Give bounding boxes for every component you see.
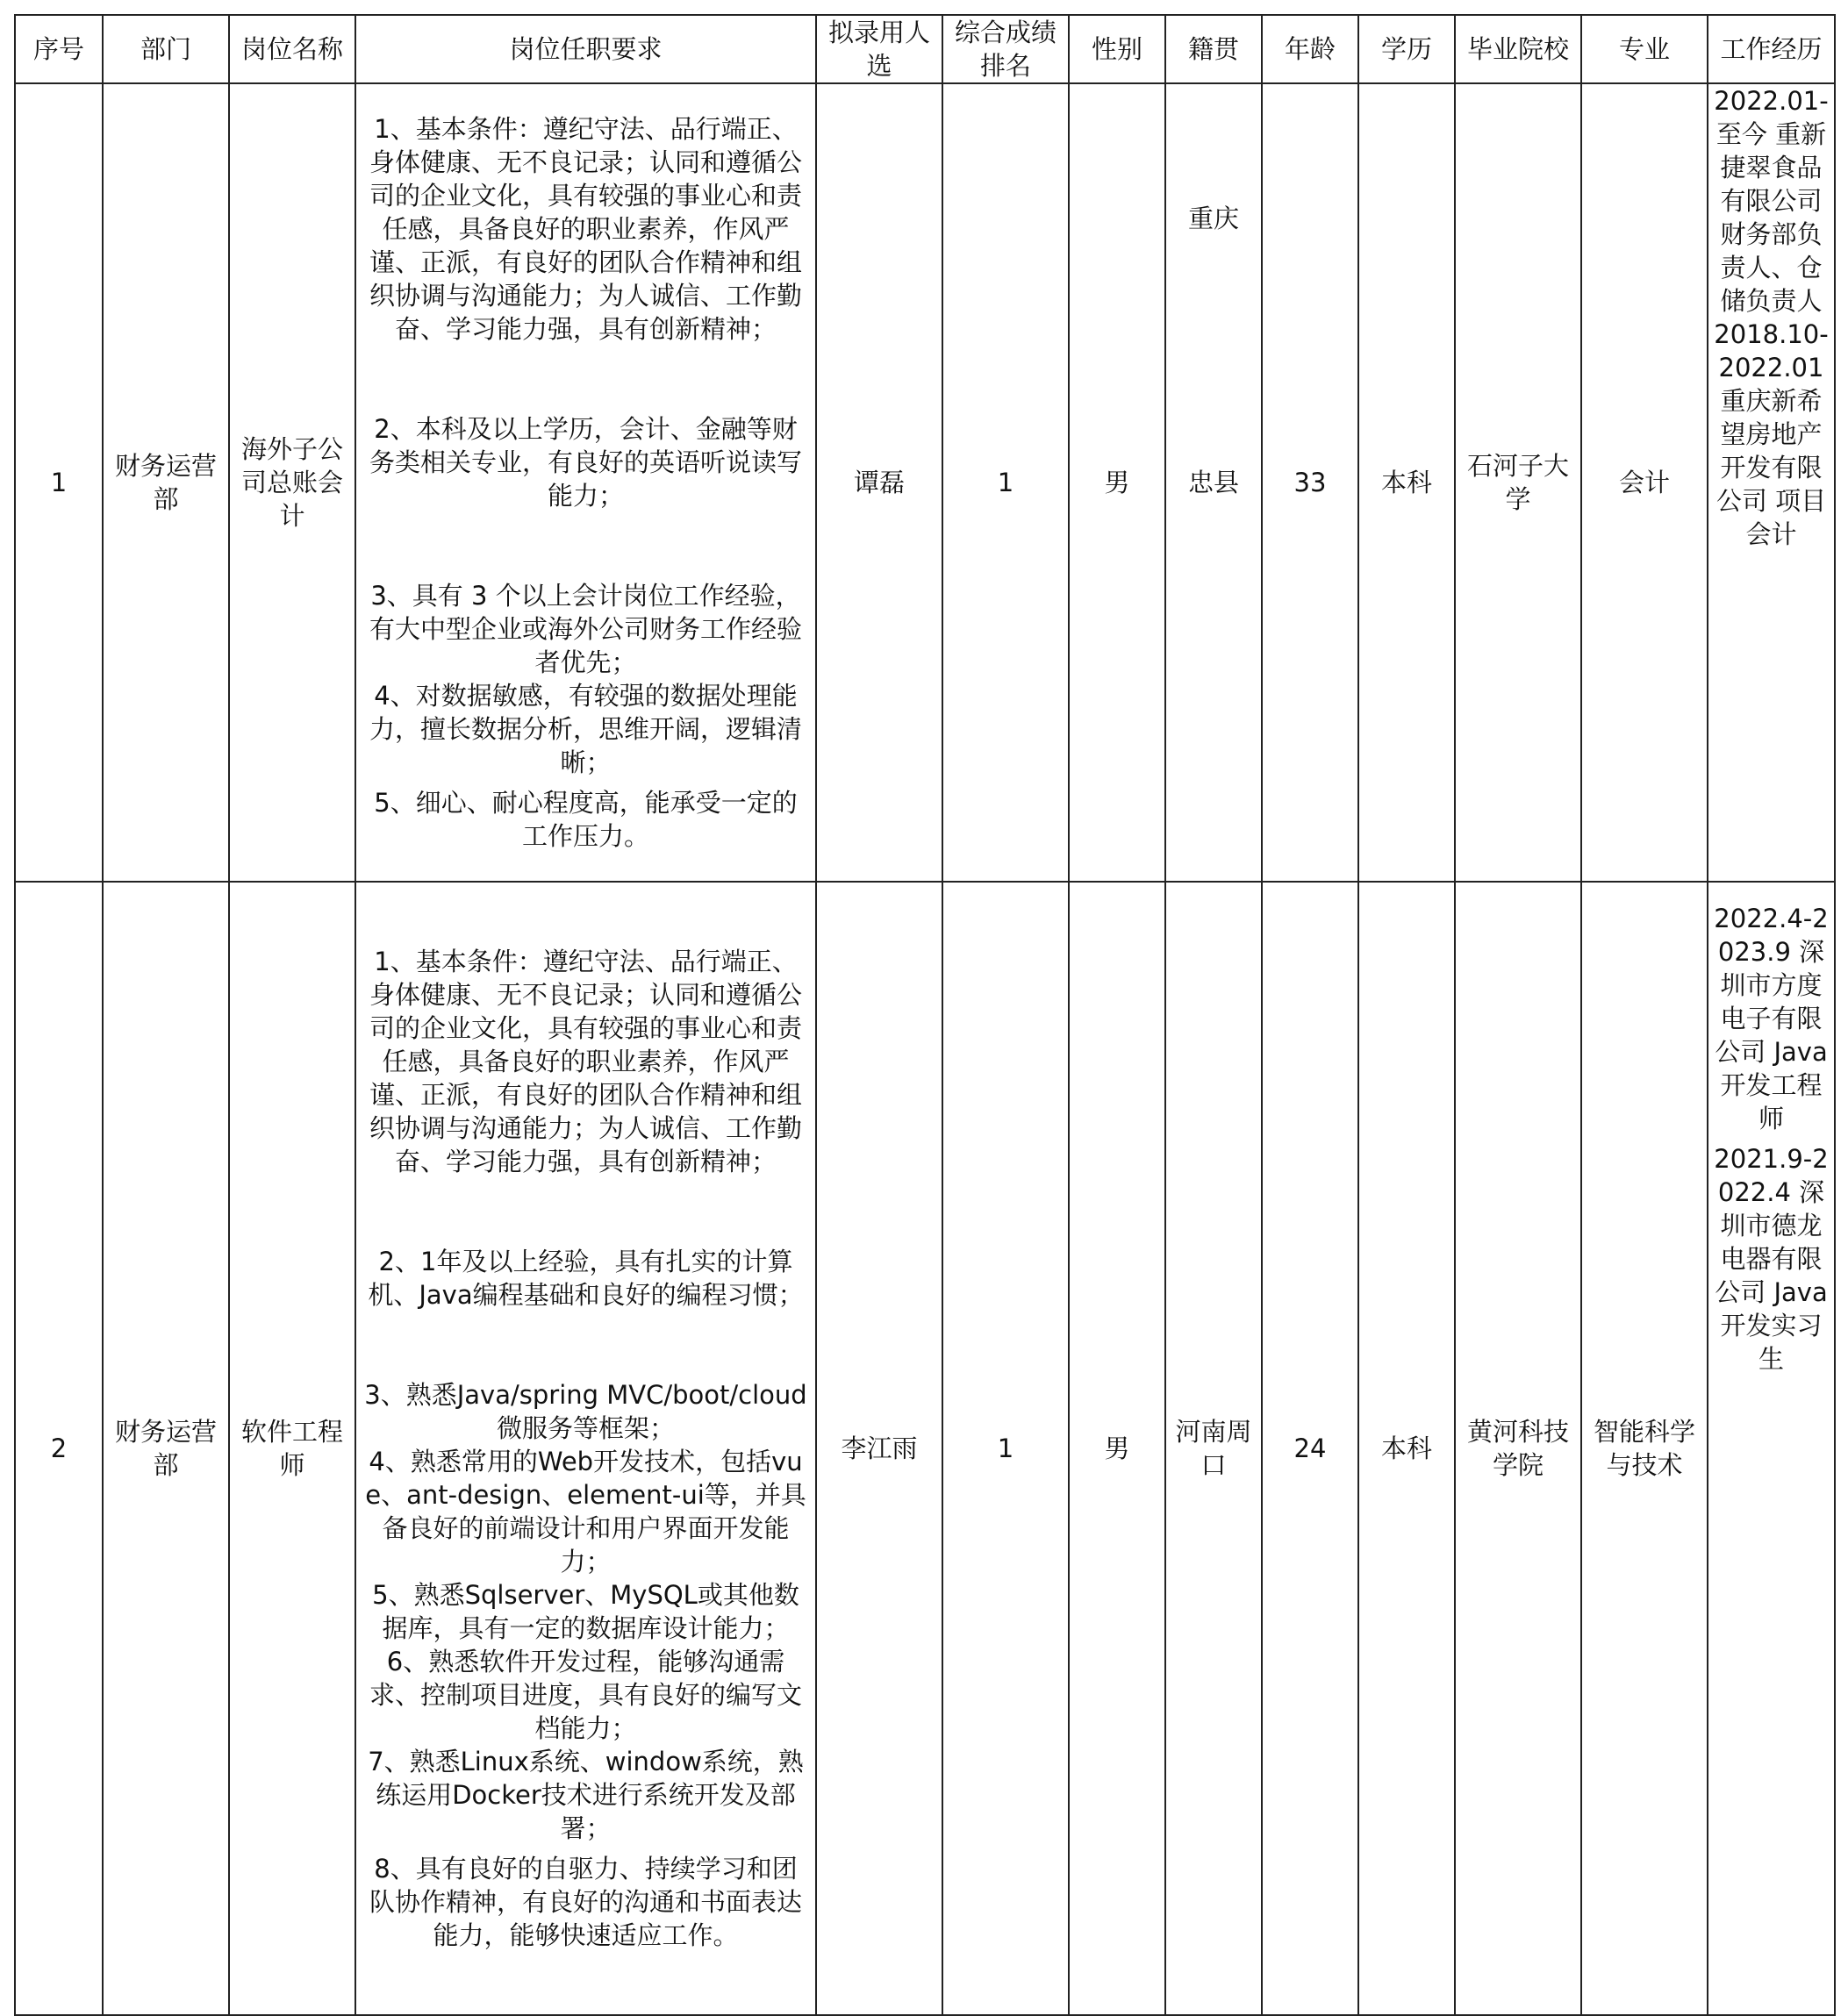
cell-dept: 财务运营部	[103, 83, 229, 882]
cell-work	[1708, 882, 1835, 2015]
cell-school: 黄河科技学院	[1455, 882, 1581, 2015]
work-item: 2021.9-2022.4 深圳市德龙电器有限公司 Java开发实习生	[1714, 1144, 1829, 1374]
cell-major: 智能科学与技术	[1581, 882, 1708, 2015]
cell-age: 33	[1262, 83, 1358, 882]
cell-dept: 财务运营部	[103, 882, 229, 2015]
header-education: 学历	[1358, 15, 1455, 83]
requirement-item: 3、熟悉Java/spring MVC/boot/cloud微服务等框架；	[364, 1380, 807, 1443]
native-county: 忠县	[1187, 468, 1239, 497]
cell-work	[1708, 83, 1835, 882]
requirement-item: 5、细心、耐心程度高，能承受一定的工作压力。	[374, 788, 798, 851]
cell-rank: 1	[942, 882, 1069, 2015]
header-position: 岗位名称	[229, 15, 355, 83]
cell-rank: 1	[942, 83, 1069, 882]
requirement-item: 7、熟悉Linux系统、window系统，熟练运用Docker技术进行系统开发及部署；	[368, 1747, 804, 1843]
work-item: 2022.01-至今 重新捷翠食品有限公司 财务部负责人、仓储负责人	[1714, 86, 1829, 316]
requirement-item: 4、熟悉常用的Web开发技术，包括vue、ant-design、element-ui等，并具备良好的前端设计和用户界面开发能力；	[365, 1447, 806, 1576]
cell-native	[1165, 83, 1262, 882]
requirement-item: 2、本科及以上学历，会计、金融等财务类相关专业，有良好的英语听说读写能力；	[369, 414, 802, 511]
cell-major: 会计	[1581, 83, 1708, 882]
header-rank: 综合成绩排名	[942, 15, 1069, 83]
header-school: 毕业院校	[1455, 15, 1581, 83]
work-item: 2022.4-2023.9 深圳市方度电子有限公司 Java开发工程师	[1714, 904, 1829, 1133]
requirement-item: 1、基本条件：遵纪守法、品行端正、身体健康、无不良记录；认同和遵循公司的企业文化，具有较强的事业心和责任感，具备良好的职业素养，作风严谨、正派，有良好的团队合作精神和组织协调与沟通能力；为人诚信、工作勤奋、学习能力强，具有创新精神；	[369, 114, 802, 344]
cell-candidate: 谭磊	[816, 83, 942, 882]
header-requirements: 岗位任职要求	[355, 15, 816, 83]
native-province: 重庆	[1187, 204, 1239, 233]
cell-requirements	[355, 882, 816, 2015]
table-row	[15, 882, 1835, 2015]
cell-no: 2	[15, 882, 103, 2015]
header-dept: 部门	[103, 15, 229, 83]
requirement-item: 5、熟悉Sqlserver、MySQL或其他数据库，具有一定的数据库设计能力；	[372, 1580, 799, 1643]
requirement-item: 4、对数据敏感，有较强的数据处理能力，擅长数据分析，思维开阔，逻辑清晰；	[369, 681, 802, 777]
cell-gender: 男	[1069, 882, 1165, 2015]
header-native: 籍贯	[1165, 15, 1262, 83]
cell-requirements	[355, 83, 816, 882]
header-work: 工作经历	[1708, 15, 1835, 83]
header-candidate: 拟录用人选	[816, 15, 942, 83]
cell-candidate: 李江雨	[816, 882, 942, 2015]
table-row	[15, 83, 1835, 882]
cell-no: 1	[15, 83, 103, 882]
requirement-item: 3、具有 3 个以上会计岗位工作经验，有大中型企业或海外公司财务工作经验者优先；	[369, 581, 802, 677]
requirement-item: 1、基本条件：遵纪守法、品行端正、身体健康、无不良记录；认同和遵循公司的企业文化，具有较强的事业心和责任感，具备良好的职业素养，作风严谨、正派，有良好的团队合作精神和组织协调与沟通能力；为人诚信、工作勤奋、学习能力强，具有创新精神；	[369, 947, 802, 1176]
header-age: 年龄	[1262, 15, 1358, 83]
candidate-table	[14, 14, 1836, 2016]
header-major: 专业	[1581, 15, 1708, 83]
cell-gender: 男	[1069, 83, 1165, 882]
header-gender: 性别	[1069, 15, 1165, 83]
cell-education: 本科	[1358, 83, 1455, 882]
cell-age: 24	[1262, 882, 1358, 2015]
cell-position: 软件工程师	[229, 882, 355, 2015]
work-item: 2018.10-2022.01 重庆新希望房地产开发有限公司 项目会计	[1714, 319, 1829, 549]
requirement-item: 2、1年及以上经验，具有扎实的计算机、Java编程基础和良好的编程习惯；	[368, 1247, 804, 1310]
header-no: 序号	[15, 15, 103, 83]
cell-education: 本科	[1358, 882, 1455, 2015]
cell-position: 海外子公司总账会计	[229, 83, 355, 882]
requirement-item: 6、熟悉软件开发过程，能够沟通需求、控制项目进度，具有良好的编写文档能力；	[369, 1647, 802, 1743]
requirement-item: 8、具有良好的自驱力、持续学习和团队协作精神，有良好的沟通和书面表达能力，能够快速适应工作。	[369, 1854, 802, 1950]
header-row	[15, 15, 1835, 83]
cell-native: 河南周口	[1165, 882, 1262, 2015]
cell-school: 石河子大学	[1455, 83, 1581, 882]
